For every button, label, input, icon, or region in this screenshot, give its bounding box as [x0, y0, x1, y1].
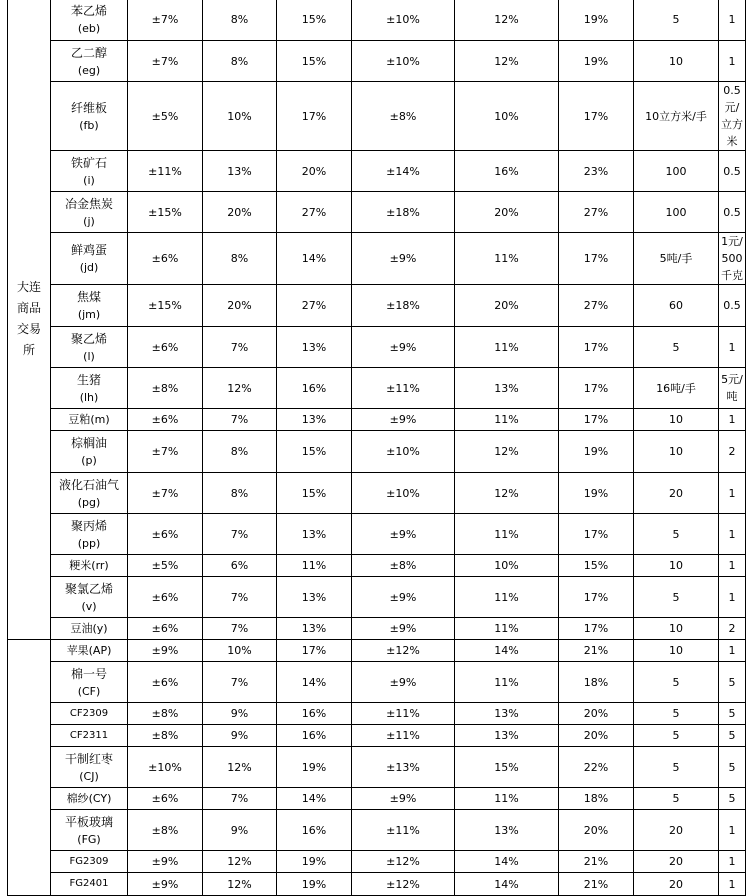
product-name-cell [51, 851, 128, 873]
value-cell-c3: 14% [277, 788, 352, 810]
value-cell-c7: 5吨/手 [634, 233, 719, 285]
value-cell-c6: 17% [559, 233, 634, 285]
value-cell-c5: 14% [455, 640, 559, 662]
value-cell-c2: 9% [203, 810, 277, 851]
product-name: 生猪 [76, 372, 101, 387]
value-cell-c1: ±9% [128, 873, 203, 896]
value-cell-c5: 11% [455, 409, 559, 431]
value-cell-c4: ±9% [352, 788, 455, 810]
value-cell-c6: 15% [559, 555, 634, 577]
value-cell-c6: 17% [559, 368, 634, 409]
value-cell-c8: 5 [719, 703, 746, 725]
product-name: CF2311 [69, 729, 109, 741]
table-row [8, 788, 746, 810]
value-cell-c3: 19% [277, 851, 352, 873]
table-row [8, 285, 746, 327]
value-cell-c8: 0.5 [719, 151, 746, 192]
value-cell-c6: 17% [559, 618, 634, 640]
value-cell-c5: 11% [455, 233, 559, 285]
value-cell-c5: 11% [455, 618, 559, 640]
value-cell-c4: ±12% [352, 873, 455, 896]
table-row [8, 577, 746, 618]
product-name-cell [51, 873, 128, 896]
product-code: (FG) [77, 832, 101, 846]
value-cell-c4: ±10% [352, 473, 455, 514]
value-cell-c4: ±14% [352, 151, 455, 192]
value-cell-c5: 10% [455, 82, 559, 151]
margin-limit-table [7, 0, 746, 896]
value-cell-c8: 0.5元/立方米 [719, 82, 746, 151]
product-name: FG2309 [69, 855, 109, 867]
exchange-name-cell [8, 640, 51, 896]
product-name-cell [51, 192, 128, 233]
value-cell-c7: 5 [634, 703, 719, 725]
product-name: 液化石油气 [58, 477, 119, 492]
value-cell-c3: 15% [277, 0, 352, 41]
value-cell-c8: 1 [719, 555, 746, 577]
value-cell-c3: 27% [277, 285, 352, 327]
value-cell-c8: 0.5 [719, 285, 746, 327]
value-cell-c8: 5元/吨 [719, 368, 746, 409]
product-name: 聚氯乙烯 [64, 581, 113, 596]
product-name-cell [51, 725, 128, 747]
product-name-cell [51, 662, 128, 703]
value-cell-c2: 7% [203, 327, 277, 368]
value-cell-c4: ±11% [352, 725, 455, 747]
value-cell-c2: 9% [203, 703, 277, 725]
product-code: (eb) [77, 22, 101, 35]
value-cell-c7: 10 [634, 640, 719, 662]
value-cell-c8: 1 [719, 41, 746, 82]
value-cell-c2: 8% [203, 431, 277, 473]
value-cell-c3: 15% [277, 41, 352, 82]
value-cell-c7: 5 [634, 514, 719, 555]
value-cell-c4: ±11% [352, 810, 455, 851]
value-cell-c7: 10 [634, 555, 719, 577]
product-name: 聚丙烯 [70, 518, 107, 533]
value-cell-c5: 12% [455, 473, 559, 514]
product-name: 棕榈油 [70, 436, 107, 450]
value-cell-c2: 20% [203, 285, 277, 327]
value-cell-c2: 8% [203, 0, 277, 41]
value-cell-c7: 5 [634, 0, 719, 41]
value-cell-c3: 27% [277, 192, 352, 233]
value-cell-c1: ±15% [128, 192, 203, 233]
value-cell-c1: ±7% [128, 431, 203, 473]
value-cell-c3: 16% [277, 810, 352, 851]
value-cell-c3: 17% [277, 82, 352, 151]
value-cell-c1: ±9% [128, 851, 203, 873]
value-cell-c2: 6% [203, 555, 277, 577]
table-row [8, 851, 746, 873]
product-name-cell [51, 285, 128, 327]
product-code: (p) [81, 454, 97, 467]
product-name-cell [51, 810, 128, 851]
value-cell-c6: 22% [559, 747, 634, 788]
value-cell-c3: 13% [277, 327, 352, 368]
value-cell-c1: ±5% [128, 555, 203, 577]
product-name-cell [51, 577, 128, 618]
value-cell-c5: 11% [455, 577, 559, 618]
product-name: 苯乙烯 [70, 4, 107, 18]
value-cell-c6: 19% [559, 431, 634, 473]
table-row [8, 431, 746, 473]
value-cell-c2: 7% [203, 514, 277, 555]
value-cell-c2: 12% [203, 851, 277, 873]
value-cell-c5: 12% [455, 431, 559, 473]
value-cell-c1: ±6% [128, 577, 203, 618]
value-cell-c1: ±10% [128, 747, 203, 788]
product-name-cell [51, 618, 128, 640]
value-cell-c1: ±6% [128, 514, 203, 555]
value-cell-c4: ±9% [352, 577, 455, 618]
value-cell-c6: 21% [559, 851, 634, 873]
value-cell-c6: 19% [559, 41, 634, 82]
value-cell-c6: 19% [559, 0, 634, 41]
product-code: (pg) [77, 495, 101, 509]
value-cell-c3: 15% [277, 431, 352, 473]
table-row [8, 192, 746, 233]
value-cell-c1: ±6% [128, 618, 203, 640]
value-cell-c2: 7% [203, 618, 277, 640]
value-cell-c4: ±9% [352, 618, 455, 640]
table-row [8, 0, 746, 41]
value-cell-c3: 13% [277, 618, 352, 640]
value-cell-c7: 5 [634, 747, 719, 788]
value-cell-c3: 14% [277, 233, 352, 285]
value-cell-c8: 1 [719, 851, 746, 873]
value-cell-c2: 8% [203, 41, 277, 82]
product-name-cell [51, 473, 128, 514]
value-cell-c6: 21% [559, 873, 634, 896]
product-name-cell [51, 151, 128, 192]
value-cell-c1: ±11% [128, 151, 203, 192]
value-cell-c2: 12% [203, 747, 277, 788]
value-cell-c6: 27% [559, 192, 634, 233]
product-name: 纤维板 [70, 100, 107, 115]
value-cell-c4: ±9% [352, 514, 455, 555]
product-name: 冶金焦炭 [64, 196, 113, 211]
value-cell-c2: 13% [203, 151, 277, 192]
value-cell-c4: ±9% [352, 327, 455, 368]
value-cell-c8: 0.5 [719, 192, 746, 233]
table-row [8, 555, 746, 577]
value-cell-c3: 15% [277, 473, 352, 514]
product-name: 豆油(y) [70, 621, 108, 635]
value-cell-c3: 13% [277, 577, 352, 618]
product-name-cell [51, 409, 128, 431]
product-name: 鲜鸡蛋 [70, 243, 107, 257]
value-cell-c5: 11% [455, 514, 559, 555]
value-cell-c5: 12% [455, 41, 559, 82]
value-cell-c1: ±8% [128, 703, 203, 725]
value-cell-c5: 15% [455, 747, 559, 788]
value-cell-c1: ±7% [128, 41, 203, 82]
product-name: 棉纱(CY) [66, 791, 112, 805]
value-cell-c8: 1 [719, 327, 746, 368]
table-row [8, 873, 746, 896]
value-cell-c2: 20% [203, 192, 277, 233]
value-cell-c6: 18% [559, 662, 634, 703]
value-cell-c8: 1 [719, 473, 746, 514]
value-cell-c4: ±9% [352, 409, 455, 431]
product-name: 乙二醇 [70, 45, 107, 60]
product-name-cell [51, 431, 128, 473]
value-cell-c8: 1 [719, 810, 746, 851]
product-name: FG2401 [69, 878, 109, 889]
product-name-cell [51, 327, 128, 368]
value-cell-c7: 10 [634, 431, 719, 473]
value-cell-c3: 17% [277, 640, 352, 662]
value-cell-c7: 16吨/手 [634, 368, 719, 409]
value-cell-c7: 5 [634, 725, 719, 747]
value-cell-c8: 5 [719, 662, 746, 703]
value-cell-c4: ±12% [352, 851, 455, 873]
value-cell-c3: 16% [277, 368, 352, 409]
product-code: (v) [81, 599, 97, 613]
value-cell-c6: 20% [559, 703, 634, 725]
value-cell-c2: 10% [203, 82, 277, 151]
product-name-cell [51, 368, 128, 409]
value-cell-c1: ±5% [128, 82, 203, 151]
table-row [8, 327, 746, 368]
product-name: 平板玻璃 [64, 814, 113, 829]
value-cell-c2: 10% [203, 640, 277, 662]
value-cell-c1: ±6% [128, 233, 203, 285]
product-name-cell [51, 703, 128, 725]
value-cell-c2: 12% [203, 873, 277, 896]
value-cell-c1: ±15% [128, 285, 203, 327]
product-name-cell [51, 0, 128, 41]
value-cell-c4: ±8% [352, 555, 455, 577]
value-cell-c4: ±18% [352, 192, 455, 233]
table-row [8, 368, 746, 409]
value-cell-c8: 2 [719, 431, 746, 473]
product-name: CF2309 [69, 707, 109, 719]
product-code: (eg) [77, 63, 101, 77]
value-cell-c1: ±8% [128, 725, 203, 747]
product-name-cell [51, 233, 128, 285]
product-name-cell [51, 41, 128, 82]
value-cell-c5: 13% [455, 725, 559, 747]
value-cell-c5: 14% [455, 851, 559, 873]
value-cell-c6: 20% [559, 725, 634, 747]
value-cell-c7: 20 [634, 873, 719, 896]
value-cell-c5: 20% [455, 285, 559, 327]
table-row [8, 640, 746, 662]
value-cell-c3: 14% [277, 662, 352, 703]
value-cell-c6: 17% [559, 577, 634, 618]
value-cell-c5: 13% [455, 368, 559, 409]
value-cell-c8: 1 [719, 514, 746, 555]
value-cell-c3: 13% [277, 409, 352, 431]
table-row [8, 662, 746, 703]
value-cell-c4: ±10% [352, 41, 455, 82]
product-name: 豆粕(m) [68, 412, 110, 426]
value-cell-c6: 17% [559, 82, 634, 151]
value-cell-c5: 12% [455, 0, 559, 41]
table-row [8, 473, 746, 514]
value-cell-c3: 19% [277, 873, 352, 896]
value-cell-c6: 17% [559, 514, 634, 555]
product-name: 苹果(AP) [66, 643, 112, 657]
product-name-cell [51, 555, 128, 577]
table-row [8, 810, 746, 851]
value-cell-c8: 1 [719, 577, 746, 618]
value-cell-c6: 17% [559, 327, 634, 368]
table-row [8, 151, 746, 192]
value-cell-c8: 1 [719, 409, 746, 431]
product-code: (CF) [77, 684, 101, 698]
value-cell-c3: 19% [277, 747, 352, 788]
table-row [8, 409, 746, 431]
value-cell-c7: 20 [634, 473, 719, 514]
value-cell-c5: 20% [455, 192, 559, 233]
value-cell-c1: ±6% [128, 662, 203, 703]
table-row [8, 703, 746, 725]
product-name-cell [51, 514, 128, 555]
value-cell-c4: ±9% [352, 233, 455, 285]
value-cell-c4: ±11% [352, 368, 455, 409]
value-cell-c3: 20% [277, 151, 352, 192]
table-row [8, 618, 746, 640]
product-name-cell [51, 82, 128, 151]
value-cell-c4: ±18% [352, 285, 455, 327]
product-name-cell [51, 640, 128, 662]
value-cell-c6: 27% [559, 285, 634, 327]
product-name: 干制红枣 [64, 751, 113, 766]
value-cell-c1: ±6% [128, 788, 203, 810]
value-cell-c7: 10立方米/手 [634, 82, 719, 151]
value-cell-c7: 10 [634, 618, 719, 640]
product-name: 铁矿石 [70, 155, 107, 170]
value-cell-c1: ±8% [128, 368, 203, 409]
product-code: (pp) [77, 536, 101, 550]
product-code: (CJ) [79, 769, 99, 783]
value-cell-c2: 7% [203, 788, 277, 810]
product-code: (fb) [79, 118, 99, 132]
value-cell-c7: 20 [634, 810, 719, 851]
table-row [8, 41, 746, 82]
value-cell-c1: ±7% [128, 473, 203, 514]
exchange-name-cell: 大连 商品 交易 所 [8, 0, 51, 640]
value-cell-c2: 8% [203, 473, 277, 514]
value-cell-c5: 11% [455, 662, 559, 703]
value-cell-c5: 14% [455, 873, 559, 896]
value-cell-c1: ±7% [128, 0, 203, 41]
value-cell-c1: ±8% [128, 810, 203, 851]
value-cell-c6: 21% [559, 640, 634, 662]
product-name-cell [51, 747, 128, 788]
value-cell-c7: 20 [634, 851, 719, 873]
value-cell-c2: 7% [203, 662, 277, 703]
value-cell-c1: ±9% [128, 640, 203, 662]
value-cell-c7: 10 [634, 409, 719, 431]
value-cell-c2: 8% [203, 233, 277, 285]
value-cell-c3: 16% [277, 703, 352, 725]
value-cell-c4: ±12% [352, 640, 455, 662]
value-cell-c8: 1 [719, 0, 746, 41]
value-cell-c8: 2 [719, 618, 746, 640]
product-name: 棉一号 [70, 666, 107, 681]
value-cell-c2: 7% [203, 409, 277, 431]
value-cell-c5: 10% [455, 555, 559, 577]
value-cell-c6: 20% [559, 810, 634, 851]
value-cell-c7: 5 [634, 788, 719, 810]
value-cell-c4: ±9% [352, 662, 455, 703]
value-cell-c5: 11% [455, 327, 559, 368]
table-row [8, 747, 746, 788]
value-cell-c8: 5 [719, 788, 746, 810]
value-cell-c6: 18% [559, 788, 634, 810]
value-cell-c2: 7% [203, 577, 277, 618]
value-cell-c3: 16% [277, 725, 352, 747]
value-cell-c4: ±13% [352, 747, 455, 788]
value-cell-c1: ±6% [128, 327, 203, 368]
value-cell-c1: ±6% [128, 409, 203, 431]
value-cell-c5: 11% [455, 788, 559, 810]
value-cell-c3: 11% [277, 555, 352, 577]
value-cell-c8: 5 [719, 725, 746, 747]
value-cell-c7: 5 [634, 662, 719, 703]
product-name: 焦煤 [76, 290, 101, 304]
value-cell-c5: 13% [455, 810, 559, 851]
product-code: (jm) [77, 308, 101, 321]
value-cell-c2: 9% [203, 725, 277, 747]
value-cell-c2: 12% [203, 368, 277, 409]
product-code: (l) [83, 349, 95, 363]
value-cell-c5: 13% [455, 703, 559, 725]
value-cell-c7: 10 [634, 41, 719, 82]
value-cell-c4: ±8% [352, 82, 455, 151]
value-cell-c6: 17% [559, 409, 634, 431]
table-row [8, 725, 746, 747]
value-cell-c6: 23% [559, 151, 634, 192]
product-name-cell [51, 788, 128, 810]
value-cell-c7: 5 [634, 577, 719, 618]
value-cell-c7: 100 [634, 151, 719, 192]
value-cell-c7: 5 [634, 327, 719, 368]
value-cell-c4: ±10% [352, 0, 455, 41]
value-cell-c6: 19% [559, 473, 634, 514]
product-code: (j) [83, 214, 95, 228]
product-code: (lh) [79, 390, 99, 404]
table-row [8, 82, 746, 151]
value-cell-c8: 1 [719, 640, 746, 662]
table-row [8, 233, 746, 285]
product-name: 聚乙烯 [70, 331, 107, 346]
table-row [8, 514, 746, 555]
product-code: (i) [83, 173, 95, 187]
value-cell-c4: ±11% [352, 703, 455, 725]
value-cell-c5: 16% [455, 151, 559, 192]
value-cell-c7: 60 [634, 285, 719, 327]
product-code: (jd) [79, 261, 99, 274]
product-name: 粳米(rr) [69, 558, 109, 572]
value-cell-c7: 100 [634, 192, 719, 233]
value-cell-c8: 1 [719, 873, 746, 896]
value-cell-c8: 1元/500千克 [719, 233, 746, 285]
value-cell-c3: 13% [277, 514, 352, 555]
value-cell-c8: 5 [719, 747, 746, 788]
value-cell-c4: ±10% [352, 431, 455, 473]
